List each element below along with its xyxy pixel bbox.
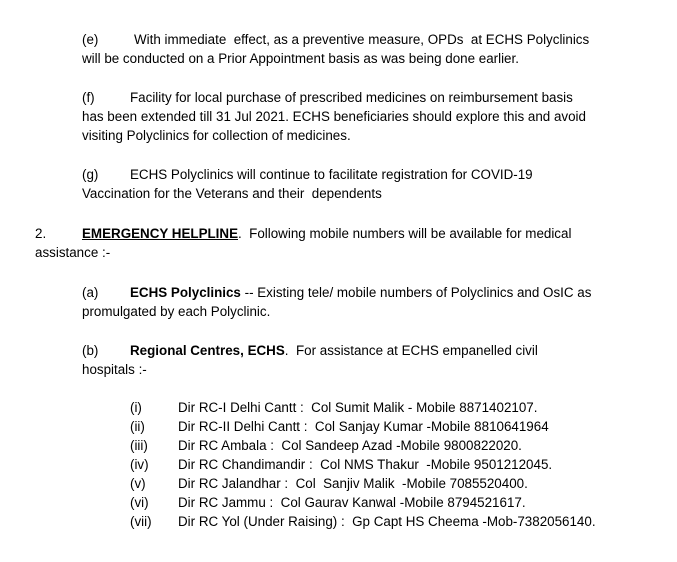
para-marker: (e) [82, 32, 99, 47]
list-item-number: (i) [130, 400, 142, 415]
para-text-line: has been extended till 31 Jul 2021. ECHS beneficiaries should explore this and avoid [82, 109, 586, 124]
section-line [82, 224, 571, 243]
list-item: Dir RC-II Delhi Cantt : Col Sanjay Kumar -Mobile 8810641964 [178, 419, 549, 434]
list-item: Dir RC Jalandhar : Col Sanjiv Malik -Mobile 7085520400. [178, 476, 528, 491]
sub-text: -- Existing tele/ mobile numbers of Polyclinics and OsIC as [240, 285, 592, 300]
section-number: 2. [35, 226, 47, 241]
list-item-number: (vi) [130, 495, 149, 510]
sub-heading: Regional Centres, ECHS [130, 343, 285, 358]
para-text-line: will be conducted on a Prior Appointment basis as was being done earlier. [82, 51, 519, 66]
para-marker: (f) [82, 90, 95, 105]
para-marker: (b) [82, 343, 99, 358]
list-item: Dir RC-I Delhi Cantt : Col Sumit Malik - Mobile 8871402107. [178, 400, 538, 415]
list-item-number: (vii) [130, 514, 152, 529]
list-item-number: (iv) [130, 457, 149, 472]
sub-text-line: promulgated by each Polyclinic. [82, 304, 271, 319]
para-text-line: With immediate effect, as a preventive measure, OPDs at ECHS Polyclinics [134, 32, 590, 47]
list-item-number: (v) [130, 476, 146, 491]
list-item-number: (iii) [130, 438, 148, 453]
section-heading: EMERGENCY HELPLINE [82, 226, 238, 241]
sub-text: . For assistance at ECHS empanelled civil [284, 343, 538, 358]
para-text-line: Vaccination for the Veterans and their dependents [82, 186, 382, 201]
list-item-number: (ii) [130, 419, 145, 434]
list-item: Dir RC Ambala : Col Sandeep Azad -Mobile 9800822020. [178, 438, 522, 453]
sub-para-line [130, 341, 538, 360]
list-item: Dir RC Chandimandir : Col NMS Thakur -Mobile 9501212045. [178, 457, 553, 472]
section-text: . Following mobile numbers will be available for medical [238, 226, 572, 241]
list-item: Dir RC Yol (Under Raising) : Gp Capt HS Cheema -Mob-7382056140. [178, 514, 596, 529]
sub-para-line [130, 283, 591, 302]
para-text-line: visiting Polyclinics for collection of medicines. [82, 128, 351, 143]
para-text-line: ECHS Polyclinics will continue to facilitate registration for COVID-19 [130, 167, 533, 182]
list-item: Dir RC Jammu : Col Gaurav Kanwal -Mobile 8794521617. [178, 495, 526, 510]
para-marker: (g) [82, 167, 99, 182]
para-text-line: Facility for local purchase of prescribed medicines on reimbursement basis [130, 90, 573, 105]
section-text-line: assistance :- [35, 245, 111, 260]
para-marker: (a) [82, 285, 99, 300]
sub-heading: ECHS Polyclinics [130, 285, 241, 300]
sub-text-line: hospitals :- [82, 362, 147, 377]
